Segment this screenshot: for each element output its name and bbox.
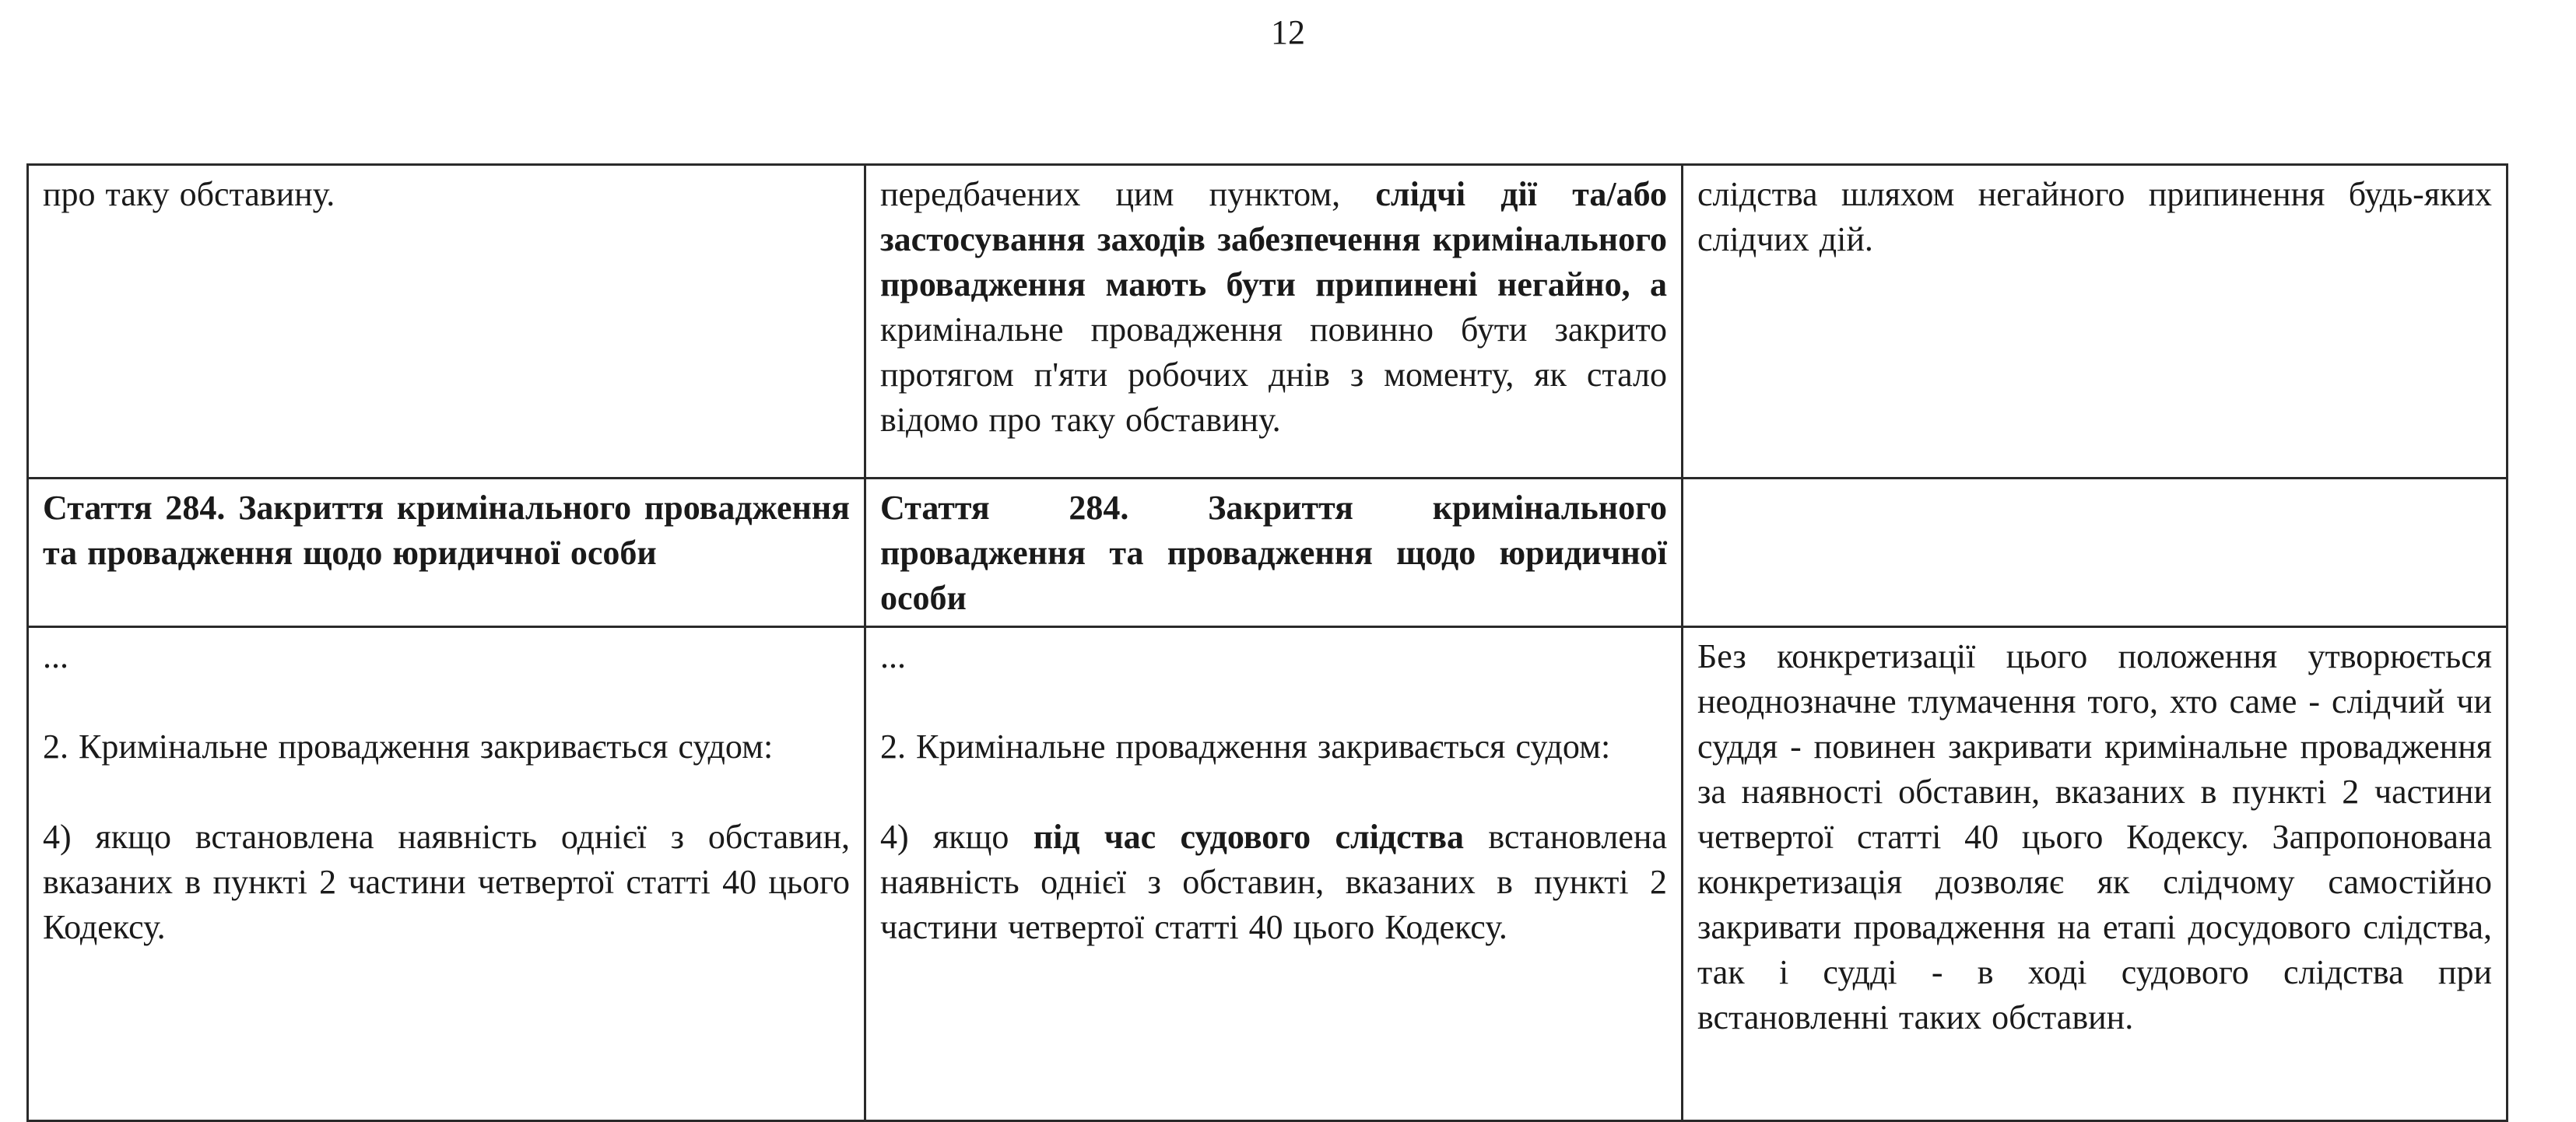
article-heading: Стаття 284. Закриття кримінального провадження та провадження щодо юридичної особи bbox=[43, 489, 850, 572]
cell-text: слідства шляхом негайного припинення будь-яких слідчих дій. bbox=[1697, 175, 2492, 258]
bold-text-run: під час судового слідства bbox=[1033, 818, 1465, 856]
table-cell-justification bbox=[1683, 479, 2508, 627]
cell-text: Без конкретизації цього положення утворюється неоднозначне тлумачення того, хто саме - слідчий чи суддя - повинен закривати кримінальне провадження за наявності обставин, вказаних в пункті 2 частини четвертої статті 40 цього Кодексу. Запропонована конкретизація дозволяє як слідчому самостійно закривати провадження на етапі досудового слідства, так і судді - в ході судового слідства при встановленні таких обставин. bbox=[1697, 637, 2492, 1036]
table-row bbox=[28, 627, 2508, 1121]
table-cell-justification bbox=[1683, 165, 2508, 479]
ellipsis-text: ... bbox=[880, 637, 906, 675]
cell-text: про таку обставину. bbox=[43, 175, 335, 213]
table-cell-proposed-text bbox=[865, 627, 1683, 1121]
table-row bbox=[28, 165, 2508, 479]
text-run: 4) якщо bbox=[880, 818, 1034, 856]
text-run: передбачених цим пунктом, bbox=[880, 175, 1376, 213]
article-heading: Стаття 284. Закриття кримінального провадження та провадження щодо юридичної особи bbox=[880, 489, 1667, 617]
clause-4-text: 4) якщо встановлена наявність однієї з обставин, вказаних в пункті 2 частини четвертої статті 40 цього Кодексу. bbox=[43, 818, 850, 946]
table-row bbox=[28, 479, 2508, 627]
clause-2-text: 2. Кримінальне провадження закривається судом: bbox=[43, 728, 774, 766]
text-run: кримінальне провадження повинно бути закрито протягом п'яти робочих днів з моменту, як стало відомо про таку обставину. bbox=[880, 310, 1667, 439]
clause-4-text bbox=[880, 815, 1667, 950]
page-number: 12 bbox=[1271, 13, 1305, 51]
bold-text-run: слідчі дії та/або застосування заходів забезпечення кримінального провадження мають бути припинені негайно, а bbox=[880, 175, 1667, 303]
cell-text bbox=[880, 172, 1667, 443]
table-cell-current-text bbox=[28, 479, 865, 627]
table-cell-justification bbox=[1683, 627, 2508, 1121]
ellipsis-text: ... bbox=[43, 637, 68, 675]
table-cell-proposed-text bbox=[865, 165, 1683, 479]
table-cell-current-text bbox=[28, 627, 865, 1121]
comparison-table bbox=[26, 163, 2508, 1122]
clause-2-text: 2. Кримінальне провадження закривається судом: bbox=[880, 728, 1611, 766]
table-cell-current-text bbox=[28, 165, 865, 479]
table-cell-proposed-text bbox=[865, 479, 1683, 627]
text-run: встановлена наявність однієї з обставин, вказаних в пункті 2 частини четвертої статті 40 цього Кодексу. bbox=[880, 818, 1667, 946]
